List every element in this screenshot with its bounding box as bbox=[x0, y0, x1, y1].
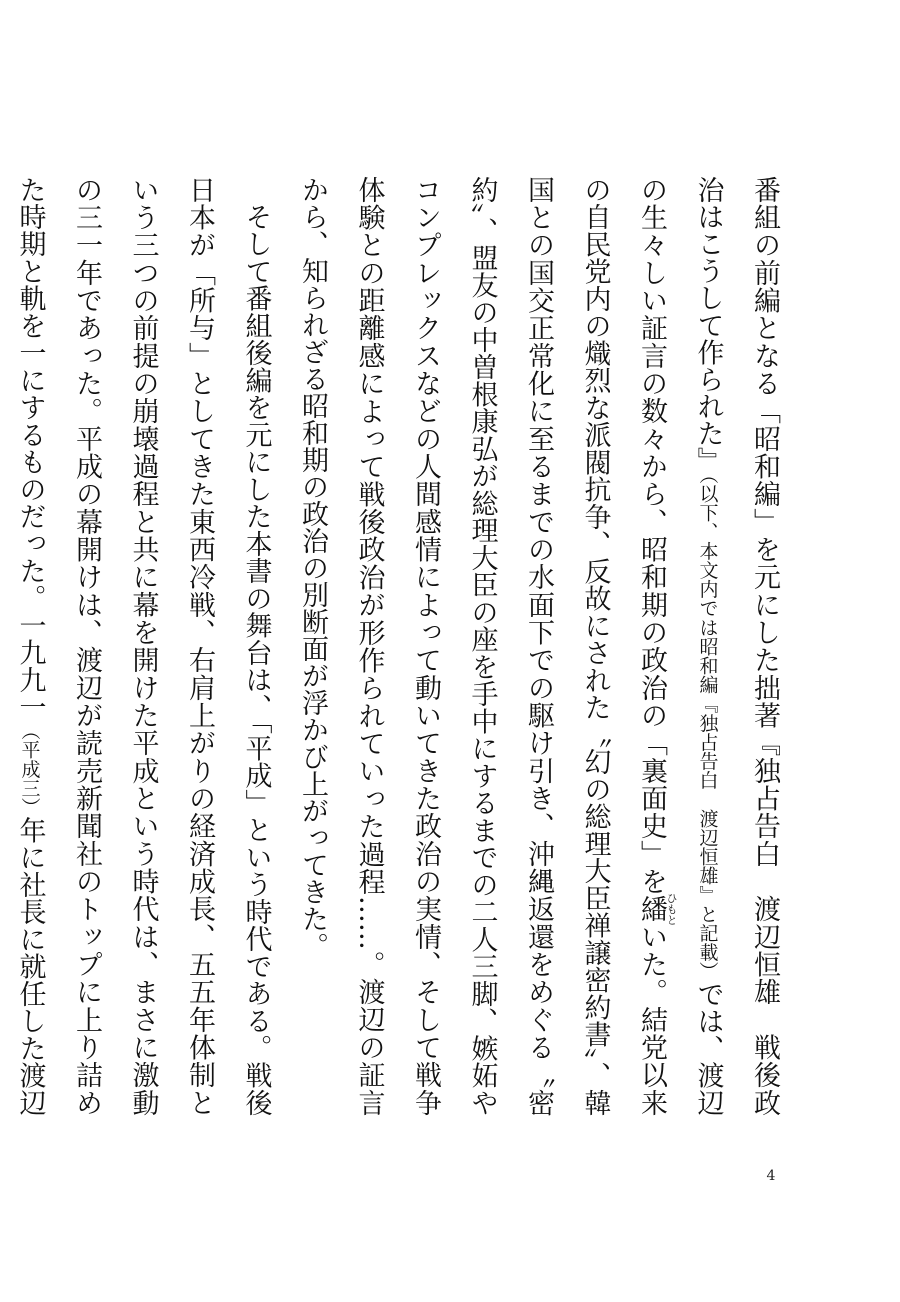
page-number: 4 bbox=[766, 1168, 776, 1184]
ruby-base: 繙 bbox=[636, 892, 667, 926]
ruby-himoto bbox=[636, 892, 678, 926]
paragraph-heisei-edition bbox=[0, 176, 284, 1116]
paragraph-2-part-1: そして番組後編を元にした本書の舞台は、「平成」という時代である。戦後日本が「所与」としてきた東西冷戦、右肩上がりの経済成長、五五年体制という三つの前提の崩壊過程と共に幕を開けた平成という時代は、まさに激動の三一年であった。平成の幕開けは、渡辺が読売新聞社のトップに上り詰めた時期と軌を一にするものだった。一九九一 bbox=[14, 176, 272, 1116]
vertical-text-body bbox=[14, 176, 792, 1117]
paragraph-1-note: （以下、本文内では昭和編『独占告白 渡辺恒雄』と記載） bbox=[696, 474, 719, 981]
paragraph-1-part-2: では、渡辺の生々しい証言の数々から、昭和期の政治の「裏面史」を bbox=[636, 176, 724, 1117]
paragraph-1-part-1: 番組の前編となる「昭和編」を元にした拙著『独占告白 渡辺恒雄 戦後政治はこうして作られた』 bbox=[692, 176, 780, 1116]
ruby-reading: ひもと bbox=[665, 892, 678, 926]
paragraph-showa-edition bbox=[284, 176, 793, 1116]
paragraph-1-part-3: いた。結党以来の自民党内の熾烈な派閥抗争、反故にされた〝幻の総理大臣禅譲密約書〟、韓国との国交正常化に至るまでの水面下での駆け引き、沖縄返還をめぐる〝密約〟、盟友の中曽根康弘が総理大臣の座を手中にするまでの二人三脚、嫉妬やコンプレックスなどの人間感情によって動いてきた政治の実情、そして戦争体験との距離感によって戦後政治が形作られていった過程……。渡辺の証言から、知られざる昭和期の政治の別断面が浮かび上がってきた。 bbox=[297, 176, 667, 1117]
paragraph-2-part-2: 年に社長に就任した渡辺 bbox=[14, 816, 46, 1117]
paragraph-2-note: （平成三） bbox=[18, 720, 41, 817]
